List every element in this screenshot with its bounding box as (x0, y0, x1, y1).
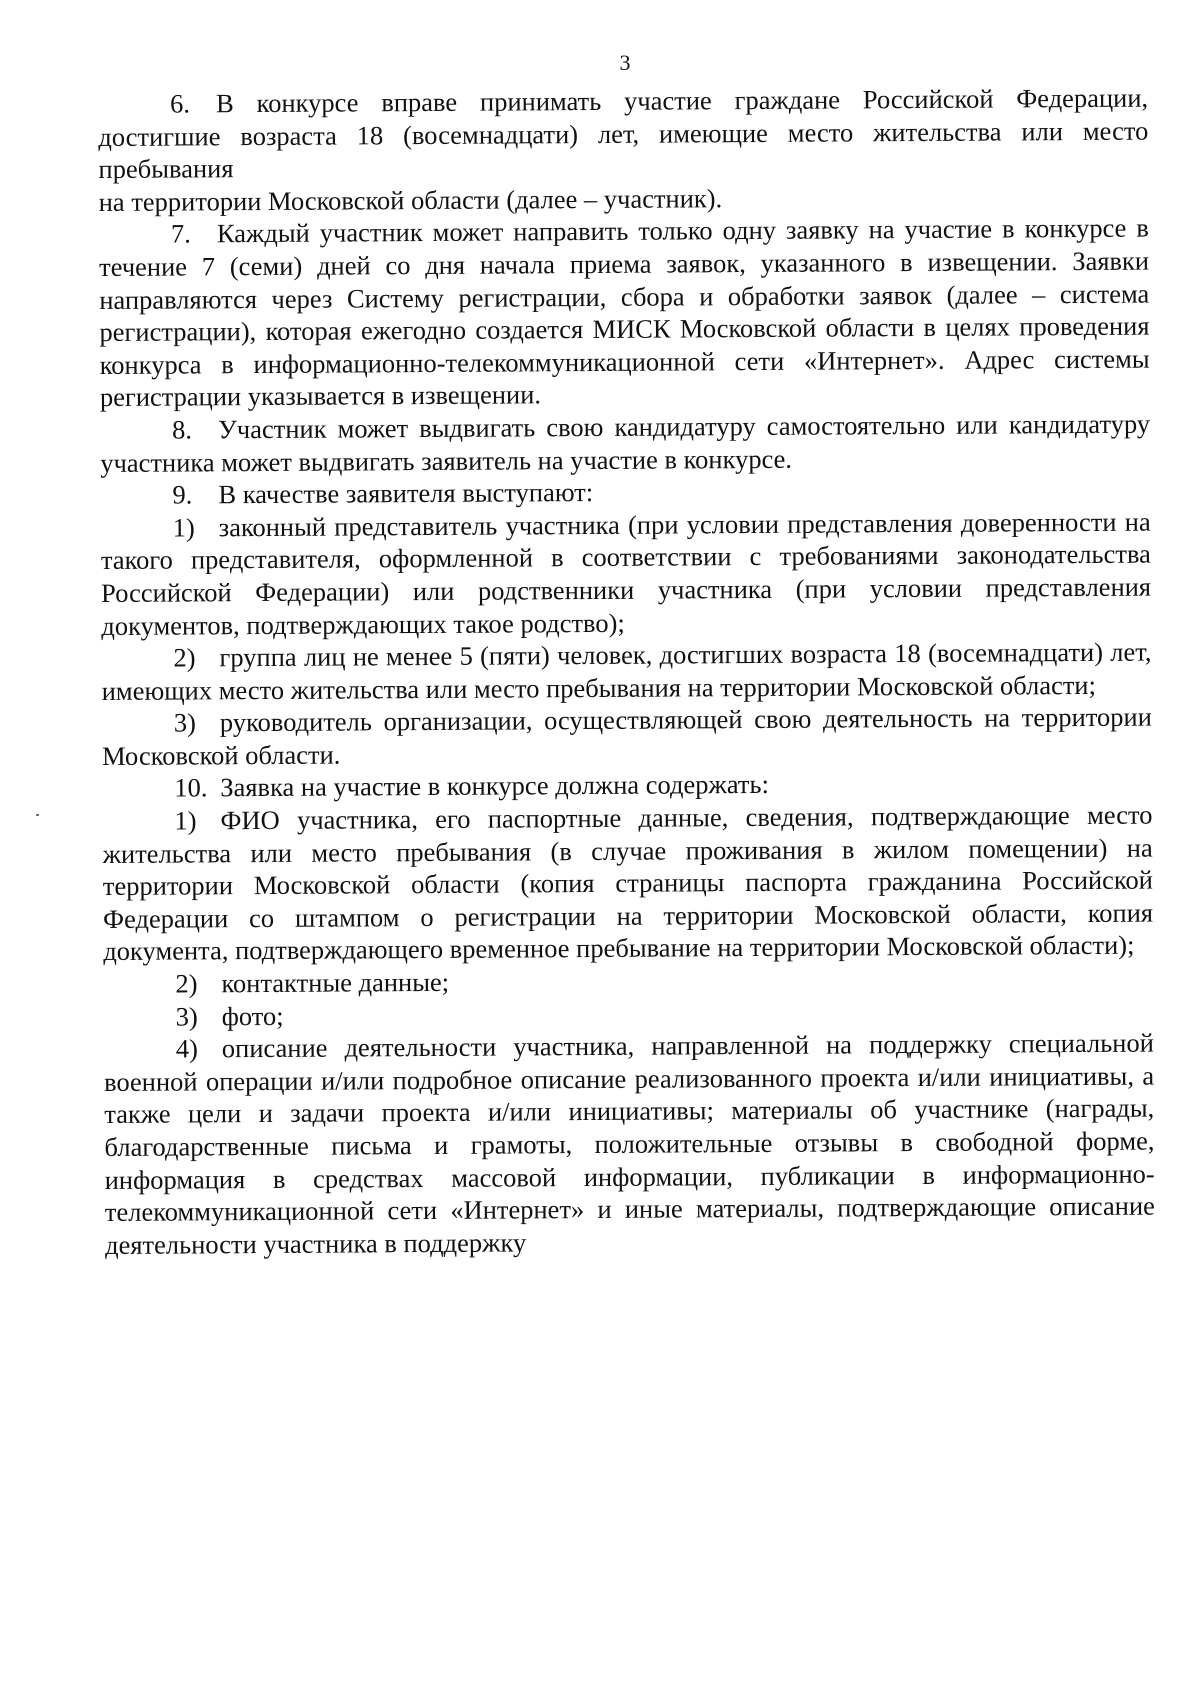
list-item-number: 3) (173, 707, 197, 738)
list-item-number: 2) (173, 642, 196, 673)
list-item-text: законный представитель участника (при условии представления доверенности на такого представителя, оформленной в соответствии с требованиями законодательства Российской Федерации) или родственники участника (при условии представления документов, подтверждающих такое родство); (100, 506, 1152, 641)
paragraph-text: Каждый участник может направить только одну заявку на участие в конкурсе в течение 7 (семи) дней со дня начала приема заявок, указанного в извещении. Заявки направляются через Систему регистрации, сбора и обработки заявок (далее – система регистрации), которая ежегодно создается МИСК Московской области в целях проведения конкурса в информационно-телекоммуникационной сети «Интернет». Адрес системы регистрации указывается в извещении. (99, 212, 1150, 413)
list-item-10-1 (102, 799, 1153, 968)
list-item-9-2 (101, 636, 1151, 708)
list-item-text: ФИО участника, его паспортные данные, сведения, подтверждающие место жительства или место пребывания (в случае проживания в жилом помещении) на территории Московской области (копия страницы паспорта гражданина Российской Федерации со штампом о регистрации на территории Московской области, копия документа, подтверждающего временное пребывание на территории Московской области); (102, 799, 1154, 967)
list-item-text: руководитель организации, осуществляющей свою деятельность на территории Московской области. (101, 701, 1152, 771)
document-body (98, 82, 1155, 1262)
list-item-9-1 (101, 505, 1152, 642)
list-item-number: 2) (175, 968, 198, 999)
paragraph-text: В качестве заявителя выступают: (218, 477, 594, 510)
paragraph-7 (99, 212, 1150, 414)
list-item-number: 4) (175, 1033, 199, 1064)
paragraph-number: 9. (172, 479, 193, 510)
paragraph-8 (100, 408, 1150, 480)
list-item-number: 3) (175, 1001, 198, 1032)
paragraph-6 (98, 82, 1149, 186)
paragraph-text: на территории Московской области (далее – участник). (98, 182, 723, 217)
list-item-number: 1) (172, 512, 195, 543)
paragraph-number: 6. (170, 88, 191, 119)
paragraph-number: 10. (174, 772, 208, 804)
paragraph-number: 8. (171, 414, 193, 445)
list-item-text: контактные данные; (221, 966, 450, 999)
list-item-9-3 (102, 701, 1152, 773)
list-item-text: описание деятельности участника, направленной на поддержку специальной военной операции и/или подробное описание реализованного проекта и/или инициативы, а также цели и задачи проекта и/или инициативы; материалы об участнике (награды, благодарственные письма и грамоты, положительные отзывы в свободной форме, информация в средствах массовой информации, публикации в информационно-телекоммуникационной сети «Интернет» и иные материалы, подтверждающие описание деятельности участника в поддержку (103, 1027, 1155, 1260)
paragraph-number: 7. (170, 218, 191, 249)
list-item-number: 1) (174, 805, 197, 836)
list-item-text: группа лиц не менее 5 (пяти) человек, достигших возраста 18 (восемнадцати) лет, имеющих место жительства или место пребывания на территории Московской области; (101, 636, 1152, 706)
paragraph-text: В конкурсе вправе принимать участие граждане Российской Федерации, достигшие возраста 18 (восемнадцати) лет, имеющие место жительства или место пребывания (98, 82, 1149, 185)
list-item-10-4 (104, 1027, 1155, 1262)
scan-artifact (36, 814, 39, 816)
paragraph-text: Участник может выдвигать свою кандидатуру самостоятельно или кандидатуру участника может выдвигать заявитель на участие в конкурсе. (100, 408, 1151, 478)
page-number: 3 (619, 50, 631, 75)
paragraph-text: Заявка на участие в конкурсе должна содержать: (220, 769, 769, 803)
list-item-text: фото; (221, 1000, 284, 1031)
